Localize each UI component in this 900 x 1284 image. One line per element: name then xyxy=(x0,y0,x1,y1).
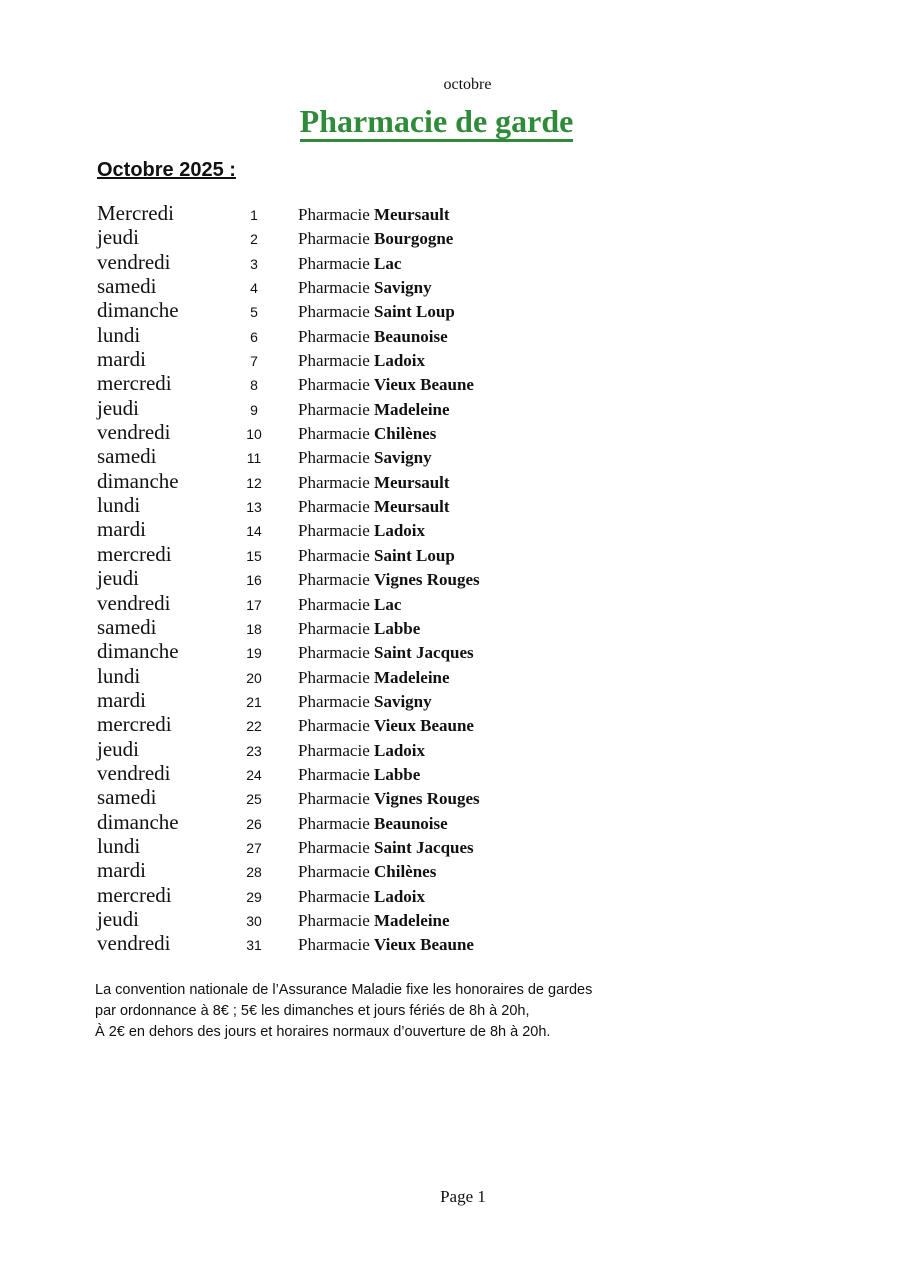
day-number: 21 xyxy=(246,693,262,710)
pharmacy-prefix: Pharmacie xyxy=(298,497,370,517)
pharmacy-prefix: Pharmacie xyxy=(298,862,370,882)
pharmacy-name: Meursault xyxy=(374,205,450,224)
pharmacy-prefix: Pharmacie xyxy=(298,764,370,784)
day-number: 27 xyxy=(246,839,262,856)
pharmacy-prefix: Pharmacie xyxy=(298,740,370,760)
schedule-row xyxy=(97,517,617,541)
day-number: 15 xyxy=(246,547,262,564)
schedule-row xyxy=(97,737,617,761)
weekday: mercredi xyxy=(97,371,172,396)
day-number: 22 xyxy=(246,718,262,735)
pharmacy-name: Savigny xyxy=(374,691,432,711)
day-number: 24 xyxy=(246,766,262,783)
day-number: 31 xyxy=(246,937,262,954)
pharmacy-prefix: Pharmacie xyxy=(298,278,370,298)
weekday: mardi xyxy=(97,858,146,883)
pharmacy-entry xyxy=(298,400,450,420)
pharmacy-entry xyxy=(298,570,480,590)
pharmacy-name: Vieux Beaune xyxy=(374,716,474,736)
pharmacy-prefix: Pharmacie xyxy=(298,302,370,322)
pharmacy-entry xyxy=(298,302,455,322)
pharmacy-prefix: Pharmacie xyxy=(298,229,370,249)
pharmacy-prefix: Pharmacie xyxy=(298,570,370,590)
schedule-row xyxy=(97,250,617,274)
pharmacy-entry xyxy=(298,814,448,834)
day-number: 26 xyxy=(246,815,262,832)
pharmacy-entry xyxy=(298,643,474,663)
schedule-row xyxy=(97,542,617,566)
schedule-row xyxy=(97,371,617,395)
pharmacy-prefix: Pharmacie xyxy=(298,789,370,809)
pharmacy-prefix: Pharmacie xyxy=(298,521,370,541)
pharmacy-name: Saint Loup xyxy=(374,545,455,565)
day-number: 9 xyxy=(250,401,258,418)
pharmacy-name: Madeleine xyxy=(374,910,450,930)
pharmacy-name: Labbe xyxy=(374,764,421,784)
day-number: 25 xyxy=(246,791,262,808)
schedule-row xyxy=(97,907,617,931)
weekday: jeudi xyxy=(97,906,139,931)
weekday: jeudi xyxy=(97,566,139,591)
pharmacy-prefix: Pharmacie xyxy=(298,253,370,273)
weekday: jeudi xyxy=(97,395,139,420)
day-number: 10 xyxy=(246,426,262,443)
schedule-row xyxy=(97,810,617,834)
schedule-row xyxy=(97,761,617,785)
pharmacy-name: Vignes Rouges xyxy=(374,789,480,809)
pharmacy-name: Chilènes xyxy=(374,862,437,882)
schedule-row xyxy=(97,566,617,590)
day-number: 29 xyxy=(246,888,262,905)
pharmacy-prefix: Pharmacie xyxy=(298,910,370,930)
pharmacy-name: Vieux Beaune xyxy=(374,935,474,955)
pharmacy-prefix: Pharmacie xyxy=(298,691,370,711)
weekday: dimanche xyxy=(97,639,179,664)
pharmacy-name: Savigny xyxy=(374,448,432,468)
weekday: lundi xyxy=(97,322,141,347)
pharmacy-prefix: Pharmacie xyxy=(298,716,370,736)
pharmacy-name: Ladoix xyxy=(374,886,426,906)
weekday: jeudi xyxy=(97,225,139,250)
weekday: samedi xyxy=(97,614,157,639)
pharmacy-entry xyxy=(298,521,425,541)
pharmacy-entry xyxy=(298,497,450,517)
pharmacy-entry xyxy=(298,205,450,225)
pharmacy-name: Lac xyxy=(374,594,402,614)
day-number: 20 xyxy=(246,669,262,686)
schedule-row xyxy=(97,225,617,249)
schedule-row xyxy=(97,858,617,882)
weekday: dimanche xyxy=(97,809,179,834)
pharmacy-name: Saint Loup xyxy=(374,302,455,322)
pharmacy-entry xyxy=(298,595,401,615)
pharmacy-prefix: Pharmacie xyxy=(298,205,370,224)
pharmacy-name: Vignes Rouges xyxy=(374,570,480,590)
schedule-row xyxy=(97,298,617,322)
pharmacy-name: Ladoix xyxy=(374,521,426,541)
weekday: mardi xyxy=(97,517,146,542)
schedule-row xyxy=(97,591,617,615)
weekday: samedi xyxy=(97,274,157,299)
day-number: 8 xyxy=(250,377,258,394)
weekday: vendredi xyxy=(97,420,171,445)
pharmacy-entry xyxy=(298,668,450,688)
pharmacy-prefix: Pharmacie xyxy=(298,375,370,395)
pharmacy-entry xyxy=(298,424,436,444)
pharmacy-prefix: Pharmacie xyxy=(298,424,370,444)
page-number: Page 1 xyxy=(440,1187,486,1206)
pharmacy-name: Saint Jacques xyxy=(374,837,474,857)
pharmacy-entry xyxy=(298,838,474,858)
pharmacy-name: Chilènes xyxy=(374,424,437,444)
pharmacy-entry xyxy=(298,692,432,712)
notice-line: La convention nationale de l’Assurance Maladie fixe les honoraires de gardes xyxy=(95,982,593,998)
day-number: 11 xyxy=(246,450,262,467)
day-number: 18 xyxy=(246,620,262,637)
pharmacy-name: Meursault xyxy=(374,497,450,517)
day-number: 1 xyxy=(250,207,258,223)
weekday: mercredi xyxy=(97,712,172,737)
day-number: 19 xyxy=(246,645,262,662)
pharmacy-prefix: Pharmacie xyxy=(298,618,370,638)
pharmacy-name: Beaunoise xyxy=(374,326,448,346)
day-number: 3 xyxy=(250,255,258,272)
weekday: lundi xyxy=(97,833,141,858)
weekday: lundi xyxy=(97,663,141,688)
pharmacy-entry xyxy=(298,887,425,907)
pharmacy-prefix: Pharmacie xyxy=(298,886,370,906)
pharmacy-entry xyxy=(298,619,420,639)
pharmacy-name: Madeleine xyxy=(374,399,450,419)
pharmacy-entry xyxy=(298,546,455,566)
schedule-row xyxy=(97,931,617,955)
notice-line: par ordonnance à 8€ ; 5€ les dimanches et jours fériés de 8h à 20h, xyxy=(95,1003,530,1019)
day-number: 5 xyxy=(250,304,258,321)
pharmacy-name: Meursault xyxy=(374,472,450,492)
pharmacy-prefix: Pharmacie xyxy=(298,643,370,663)
pharmacy-prefix: Pharmacie xyxy=(298,351,370,371)
pharmacy-prefix: Pharmacie xyxy=(298,545,370,565)
schedule-row xyxy=(97,396,617,420)
pharmacy-name: Labbe xyxy=(374,618,421,638)
pharmacy-name: Lac xyxy=(374,253,402,273)
pharmacy-prefix: Pharmacie xyxy=(298,326,370,346)
pharmacy-name: Saint Jacques xyxy=(374,643,474,663)
pharmacy-entry xyxy=(298,716,474,736)
weekday: samedi xyxy=(97,444,157,469)
month-heading: Octobre 2025 : xyxy=(97,159,236,181)
weekday: lundi xyxy=(97,493,141,518)
schedule-row xyxy=(97,323,617,347)
pharmacy-entry xyxy=(298,375,474,395)
pharmacy-entry xyxy=(298,911,450,931)
pharmacy-entry xyxy=(298,935,474,955)
pharmacy-prefix: Pharmacie xyxy=(298,667,370,687)
schedule-row xyxy=(97,785,617,809)
day-number: 13 xyxy=(246,499,262,516)
schedule-row xyxy=(97,274,617,298)
pharmacy-entry xyxy=(298,789,480,809)
duty-schedule xyxy=(97,201,617,956)
pharmacy-name: Beaunoise xyxy=(374,813,448,833)
pharmacy-name: Madeleine xyxy=(374,667,450,687)
schedule-row xyxy=(97,420,617,444)
pharmacy-entry xyxy=(298,448,432,468)
fees-notice xyxy=(95,980,695,1043)
schedule-row xyxy=(97,688,617,712)
day-number: 7 xyxy=(250,353,258,370)
day-number: 23 xyxy=(246,742,262,759)
weekday: samedi xyxy=(97,785,157,810)
schedule-row xyxy=(97,347,617,371)
day-number: 4 xyxy=(250,280,258,297)
pharmacy-name: Savigny xyxy=(374,278,432,298)
pharmacy-name: Ladoix xyxy=(374,740,426,760)
weekday: jeudi xyxy=(97,736,139,761)
pharmacy-name: Vieux Beaune xyxy=(374,375,474,395)
schedule-row xyxy=(97,444,617,468)
pharmacy-entry xyxy=(298,229,453,249)
pharmacy-prefix: Pharmacie xyxy=(298,399,370,419)
month-label: octobre xyxy=(443,76,492,93)
schedule-row xyxy=(97,615,617,639)
schedule-row xyxy=(97,639,617,663)
day-number: 16 xyxy=(246,572,262,589)
pharmacy-prefix: Pharmacie xyxy=(298,813,370,833)
pharmacy-prefix: Pharmacie xyxy=(298,837,370,857)
pharmacy-entry xyxy=(298,254,401,274)
pharmacy-entry xyxy=(298,351,425,371)
weekday: Mercredi xyxy=(97,201,174,225)
weekday: mardi xyxy=(97,347,146,372)
pharmacy-prefix: Pharmacie xyxy=(298,472,370,492)
pharmacy-name: Bourgogne xyxy=(374,229,454,249)
notice-line: À 2€ en dehors des jours et horaires normaux d’ouverture de 8h à 20h. xyxy=(95,1024,551,1040)
weekday: vendredi xyxy=(97,249,171,274)
weekday: vendredi xyxy=(97,760,171,785)
day-number: 30 xyxy=(246,912,262,929)
weekday: vendredi xyxy=(97,931,171,956)
weekday: mercredi xyxy=(97,541,172,566)
day-number: 17 xyxy=(246,596,262,613)
pharmacy-entry xyxy=(298,327,448,347)
schedule-row xyxy=(97,469,617,493)
day-number: 6 xyxy=(250,328,258,345)
pharmacy-entry xyxy=(298,765,420,785)
pharmacy-prefix: Pharmacie xyxy=(298,448,370,468)
pharmacy-prefix: Pharmacie xyxy=(298,594,370,614)
schedule-row xyxy=(97,712,617,736)
pharmacy-entry xyxy=(298,473,450,493)
day-number: 14 xyxy=(246,523,262,540)
weekday: mardi xyxy=(97,687,146,712)
schedule-row xyxy=(97,883,617,907)
weekday: vendredi xyxy=(97,590,171,615)
pharmacy-entry xyxy=(298,862,436,882)
weekday: mercredi xyxy=(97,882,172,907)
schedule-row xyxy=(97,834,617,858)
day-number: 2 xyxy=(250,231,258,248)
pharmacy-entry xyxy=(298,278,432,298)
weekday: dimanche xyxy=(97,468,179,493)
schedule-row xyxy=(97,201,617,225)
day-number: 12 xyxy=(246,474,262,491)
day-number: 28 xyxy=(246,864,262,881)
schedule-row xyxy=(97,493,617,517)
page-title-text: Pharmacie de garde xyxy=(300,105,574,142)
pharmacy-name: Ladoix xyxy=(374,351,426,371)
page-title xyxy=(0,103,873,142)
schedule-row xyxy=(97,664,617,688)
pharmacy-entry xyxy=(298,741,425,761)
pharmacy-prefix: Pharmacie xyxy=(298,935,370,955)
weekday: dimanche xyxy=(97,298,179,323)
